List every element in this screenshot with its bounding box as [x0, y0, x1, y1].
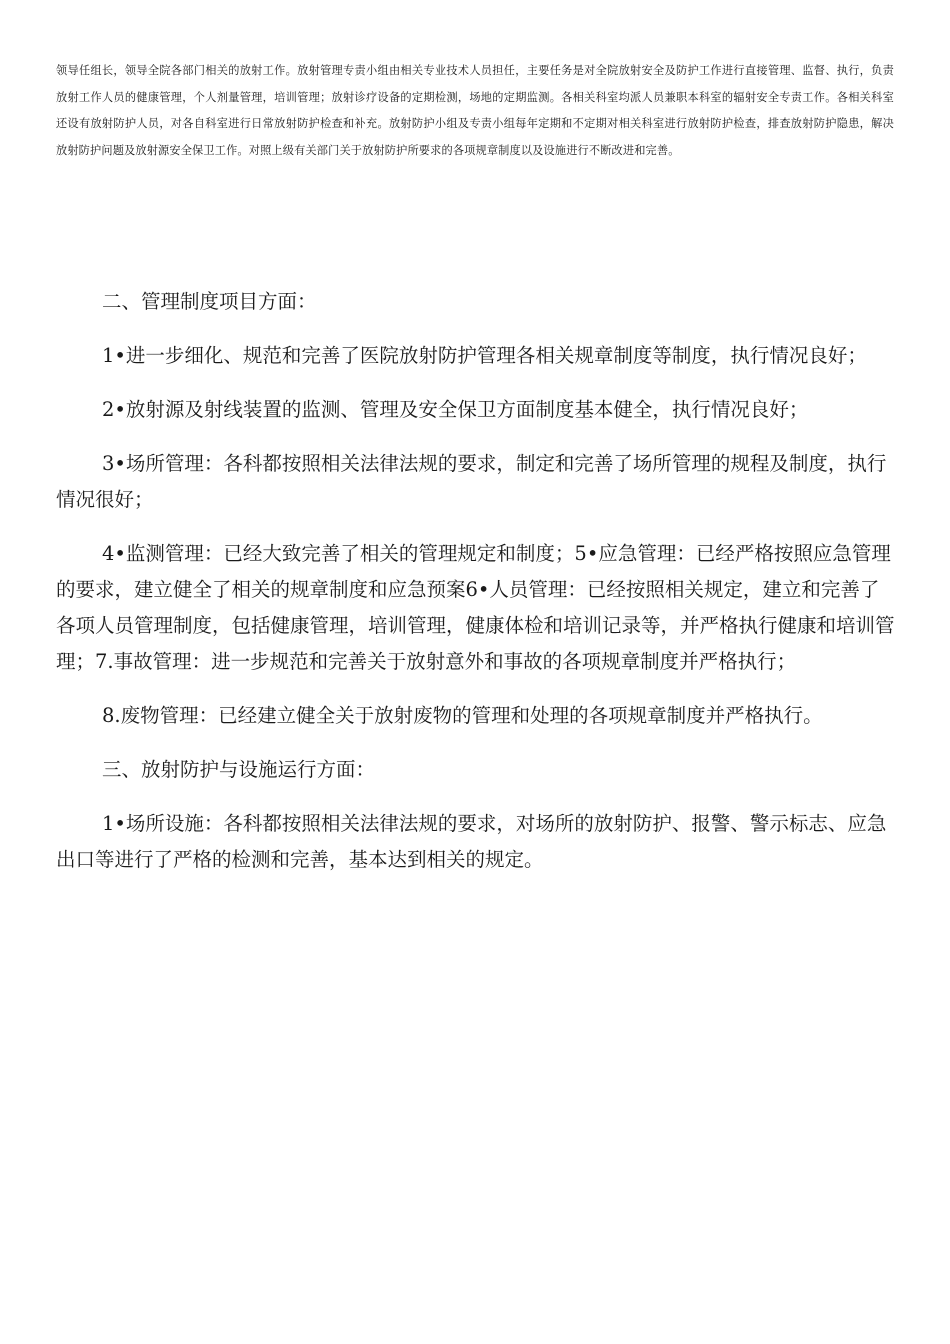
section-2-item-1: 1•进一步细化、规范和完善了医院放射防护管理各相关规章制度等制度，执行情况良好；	[102, 344, 867, 367]
section-2-item-2: 2•放射源及射线装置的监测、管理及安全保卫方面制度基本健全，执行情况良好；	[102, 398, 809, 421]
section-2-item-3: 3•场所管理：各科都按照相关法律法规的要求，制定和完善了场所管理的规程及制度，执行情况很好；	[56, 452, 887, 511]
section-2-items-4-7: 4•监测管理：已经大致完善了相关的管理规定和制度；5•应急管理：已经严格按照应急管理的要求，建立健全了相关的规章制度和应急预案6•人员管理：已经按照相关规定，建立和完善了各项人员管理制度，包括健康管理，培训管理，健康体检和培训记录等，并严格执行健康和培训管理；7.事故管理：进一步规范和完善关于放射意外和事故的各项规章制度并严格执行；	[56, 542, 895, 673]
section-3-heading: 三、放射防护与设施运行方面：	[102, 758, 376, 781]
main-content	[56, 284, 896, 896]
section-2-item-8: 8.废物管理：已经建立健全关于放射废物的管理和处理的各项规章制度并严格执行。	[102, 704, 823, 727]
section-3-item-1: 1•场所设施：各科都按照相关法律法规的要求，对场所的放射防护、报警、警示标志、应急出口等进行了严格的检测和完善，基本达到相关的规定。	[56, 812, 887, 871]
section-2-heading: 二、管理制度项目方面：	[102, 290, 317, 313]
intro-paragraph: 领导任组长，领导全院各部门相关的放射工作。放射管理专责小组由相关专业技术人员担任，主要任务是对全院放射安全及防护工作进行直接管理、监督、执行，负责放射工作人员的健康管理，个人剂量管理，培训管理；放射诊疗设备的定期检测，场地的定期监测。各相关科室均派人员兼职本科室的辐射安全专责工作。各相关科室还设有放射防护人员，对各自科室进行日常放射防护检查和补充。放射防护小组及专责小组每年定期和不定期对相关科室进行放射防护检查，排查放射防护隐患，解决放射防护问题及放射源安全保卫工作。对照上级有关部门关于放射防护所要求的各项规章制度以及设施进行不断改进和完善。	[56, 64, 894, 157]
